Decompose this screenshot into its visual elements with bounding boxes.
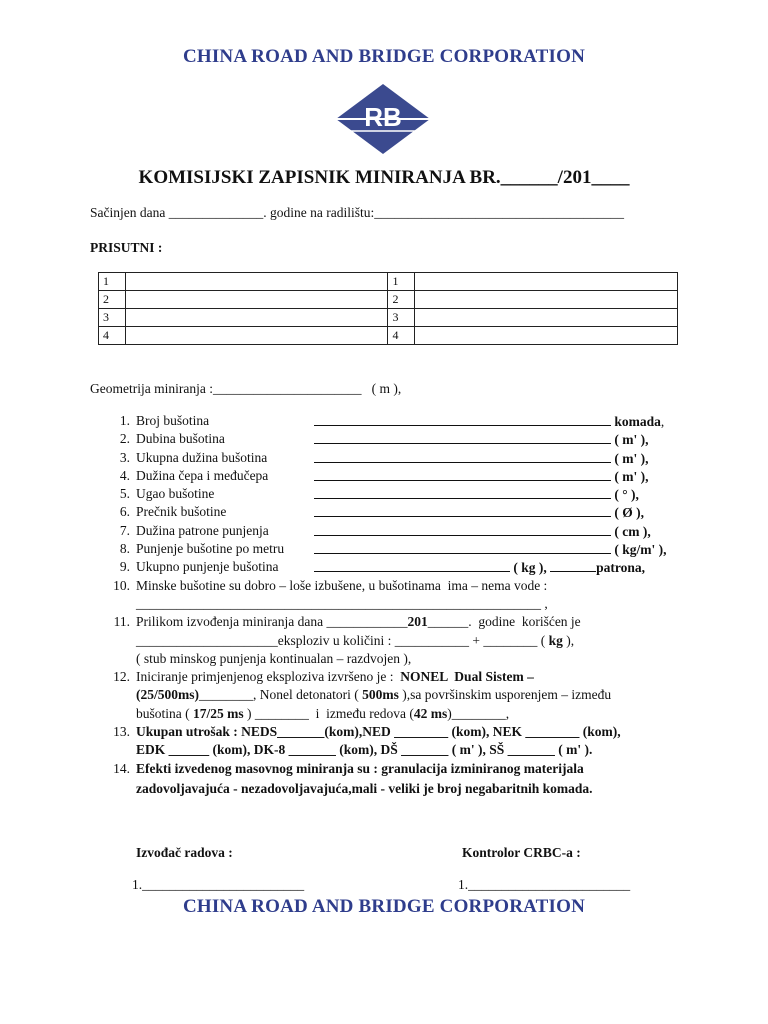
item-5 <box>106 485 706 503</box>
item-label: Dužina patrone punjenja <box>136 522 269 538</box>
attendee-row <box>99 309 678 327</box>
item-unit: ( m' ), <box>614 450 649 466</box>
made-on-line <box>90 205 624 221</box>
item-12-line2[interactable]: (25/500ms)________, Nonel detonatori ( 500ms ),sa površinskim usporenjem – između <box>136 687 612 703</box>
attendee-name-right[interactable] <box>415 273 678 291</box>
item-13[interactable]: 13. Ukupan utrošak : NEDS_______(kom),NED ________ (kom), NEK ________ (kom), <box>113 724 621 740</box>
item-value-blank[interactable] <box>314 412 611 426</box>
item-number: 1. <box>119 413 130 428</box>
item-label: Ugao bušotine <box>136 486 215 502</box>
item-value-blank[interactable] <box>314 503 611 517</box>
item-value-blank[interactable] <box>314 558 510 572</box>
item-label: Dubina bušotina <box>136 431 225 447</box>
item-number: 7. <box>119 522 130 538</box>
attendee-name-left[interactable] <box>125 273 388 291</box>
item-7 <box>106 522 706 540</box>
present-label: PRISUTNI : <box>90 240 163 255</box>
item-unit: ( kg/m' ), <box>614 542 667 558</box>
geometry-line: Geometrija miniranja :______________________ ( m ), <box>90 381 402 396</box>
made-label: Sačinjen dana <box>90 205 169 220</box>
attendee-number-left: 1 <box>99 273 126 291</box>
attendee-number-right: 1 <box>388 273 415 291</box>
attendees-table <box>98 272 678 345</box>
attendee-number-left: 2 <box>99 291 126 309</box>
logo-text: RB <box>364 102 402 132</box>
item-unit: ( cm ), <box>614 523 651 539</box>
item-number: 6. <box>119 504 130 520</box>
item-2 <box>106 430 706 448</box>
item-label: Dužina čepa i međučepa <box>136 467 269 483</box>
item-label: Punjenje bušotine po metru <box>136 541 285 557</box>
item-12-line3[interactable]: bušotina ( 17/25 ms ) ________ i između redova (42 ms)________, <box>136 705 510 721</box>
item-number: 3. <box>119 449 130 465</box>
item-11: 11. Prilikom izvođenja miniranja dana ____________201______. godine korišćen je <box>113 614 581 630</box>
item-14: 14. Efekti izvedenog masovnog miniranja su : granulacija izminiranog materijala <box>113 760 584 776</box>
item-value-blank[interactable] <box>314 430 611 444</box>
item-9 <box>106 558 706 576</box>
item-11-line3: ( stub minskog punjenja kontinualan – razdvojen ), <box>136 650 412 666</box>
attendee-number-right: 3 <box>388 309 415 327</box>
item-8 <box>106 540 706 558</box>
document-title: KOMISIJSKI ZAPISNIK MINIRANJA BR.______/201____ <box>138 167 630 188</box>
item-label: Prečnik bušotine <box>136 504 227 520</box>
company-name-footer: CHINA ROAD AND BRIDGE CORPORATION <box>182 896 586 917</box>
item-unit: komada <box>614 414 661 429</box>
company-name-header: CHINA ROAD AND BRIDGE CORPORATION <box>182 46 586 67</box>
item-unit: ( Ø ), <box>614 505 644 521</box>
contractor-label: Izvođač radova : <box>136 845 233 860</box>
site-blank[interactable]: _____________________________________ <box>374 205 624 220</box>
item-suffix: , <box>660 414 665 429</box>
item-10-text: Minske bušotine su dobro – loše izbušene, u bušotinama ima – nema vode : <box>136 577 548 593</box>
item-10: 10. Minske bušotine su dobro – loše izbušene, u bušotinama ima – nema vode : <box>113 577 548 593</box>
item-10-line2[interactable]: ____________________________________________________________ , <box>136 595 548 611</box>
item-suffix: patrona, <box>596 560 646 576</box>
item-number: 5. <box>119 486 130 502</box>
item-3 <box>106 449 706 467</box>
crbc-logo <box>334 82 432 156</box>
item-label: Ukupno punjenje bušotina <box>136 559 279 575</box>
item-value-blank[interactable] <box>314 540 611 554</box>
item-1 <box>106 412 706 430</box>
item-number: 9. <box>119 559 130 575</box>
item-12: 12. Iniciranje primjenjenog eksploziva izvršeno je : NONEL Dual Sistem – <box>113 669 534 685</box>
item-value-blank[interactable] <box>314 522 611 536</box>
item-value-blank[interactable] <box>314 485 611 499</box>
controller-signature-line[interactable]: 1.________________________ <box>458 877 631 892</box>
date-blank[interactable]: ______________ <box>168 205 264 220</box>
item-value-blank[interactable] <box>314 449 611 463</box>
contractor-signature-line[interactable]: 1.________________________ <box>132 877 305 892</box>
attendee-name-right[interactable] <box>415 309 678 327</box>
item-unit: ( m' ), <box>614 468 649 484</box>
item-list <box>106 412 706 800</box>
item-4 <box>106 467 706 485</box>
attendee-name-right[interactable] <box>415 291 678 309</box>
attendee-number-left: 3 <box>99 309 126 327</box>
site-label: . godine na radilištu: <box>263 205 375 220</box>
item-label: Ukupna dužina bušotina <box>136 449 268 465</box>
controller-label: Kontrolor CRBC-a : <box>462 845 581 860</box>
attendee-number-right: 2 <box>388 291 415 309</box>
item-6 <box>106 503 706 521</box>
item-13-line2[interactable]: EDK ______ (kom), DK-8 _______ (kom), DŠ _______ ( m' ), SŠ _______ ( m' ). <box>136 742 593 758</box>
attendee-name-left[interactable] <box>125 291 388 309</box>
item-unit: ( ° ), <box>614 487 639 503</box>
item-unit: ( kg ), <box>513 560 547 576</box>
item-label: Broj bušotina <box>136 413 210 428</box>
item-number: 4. <box>119 467 130 483</box>
item-number: 8. <box>119 541 130 557</box>
attendee-row <box>99 327 678 345</box>
attendee-name-left[interactable] <box>125 327 388 345</box>
attendee-row <box>99 291 678 309</box>
attendee-row <box>99 273 678 291</box>
item-number: 2. <box>119 431 130 447</box>
attendee-number-right: 4 <box>388 327 415 345</box>
attendee-number-left: 4 <box>99 327 126 345</box>
attendee-name-right[interactable] <box>415 327 678 345</box>
attendee-name-left[interactable] <box>125 309 388 327</box>
cartridge-count-blank[interactable] <box>550 558 596 572</box>
item-unit: ( m' ), <box>614 432 649 448</box>
item-14-line2: zadovoljavajuća - nezadovoljavajuća,mali - veliki je broj negabaritnih komada. <box>136 780 593 796</box>
item-value-blank[interactable] <box>314 467 611 481</box>
item-11-line2[interactable]: _____________________eksploziv u količini : ___________ + ________ ( kg ), <box>136 632 575 648</box>
